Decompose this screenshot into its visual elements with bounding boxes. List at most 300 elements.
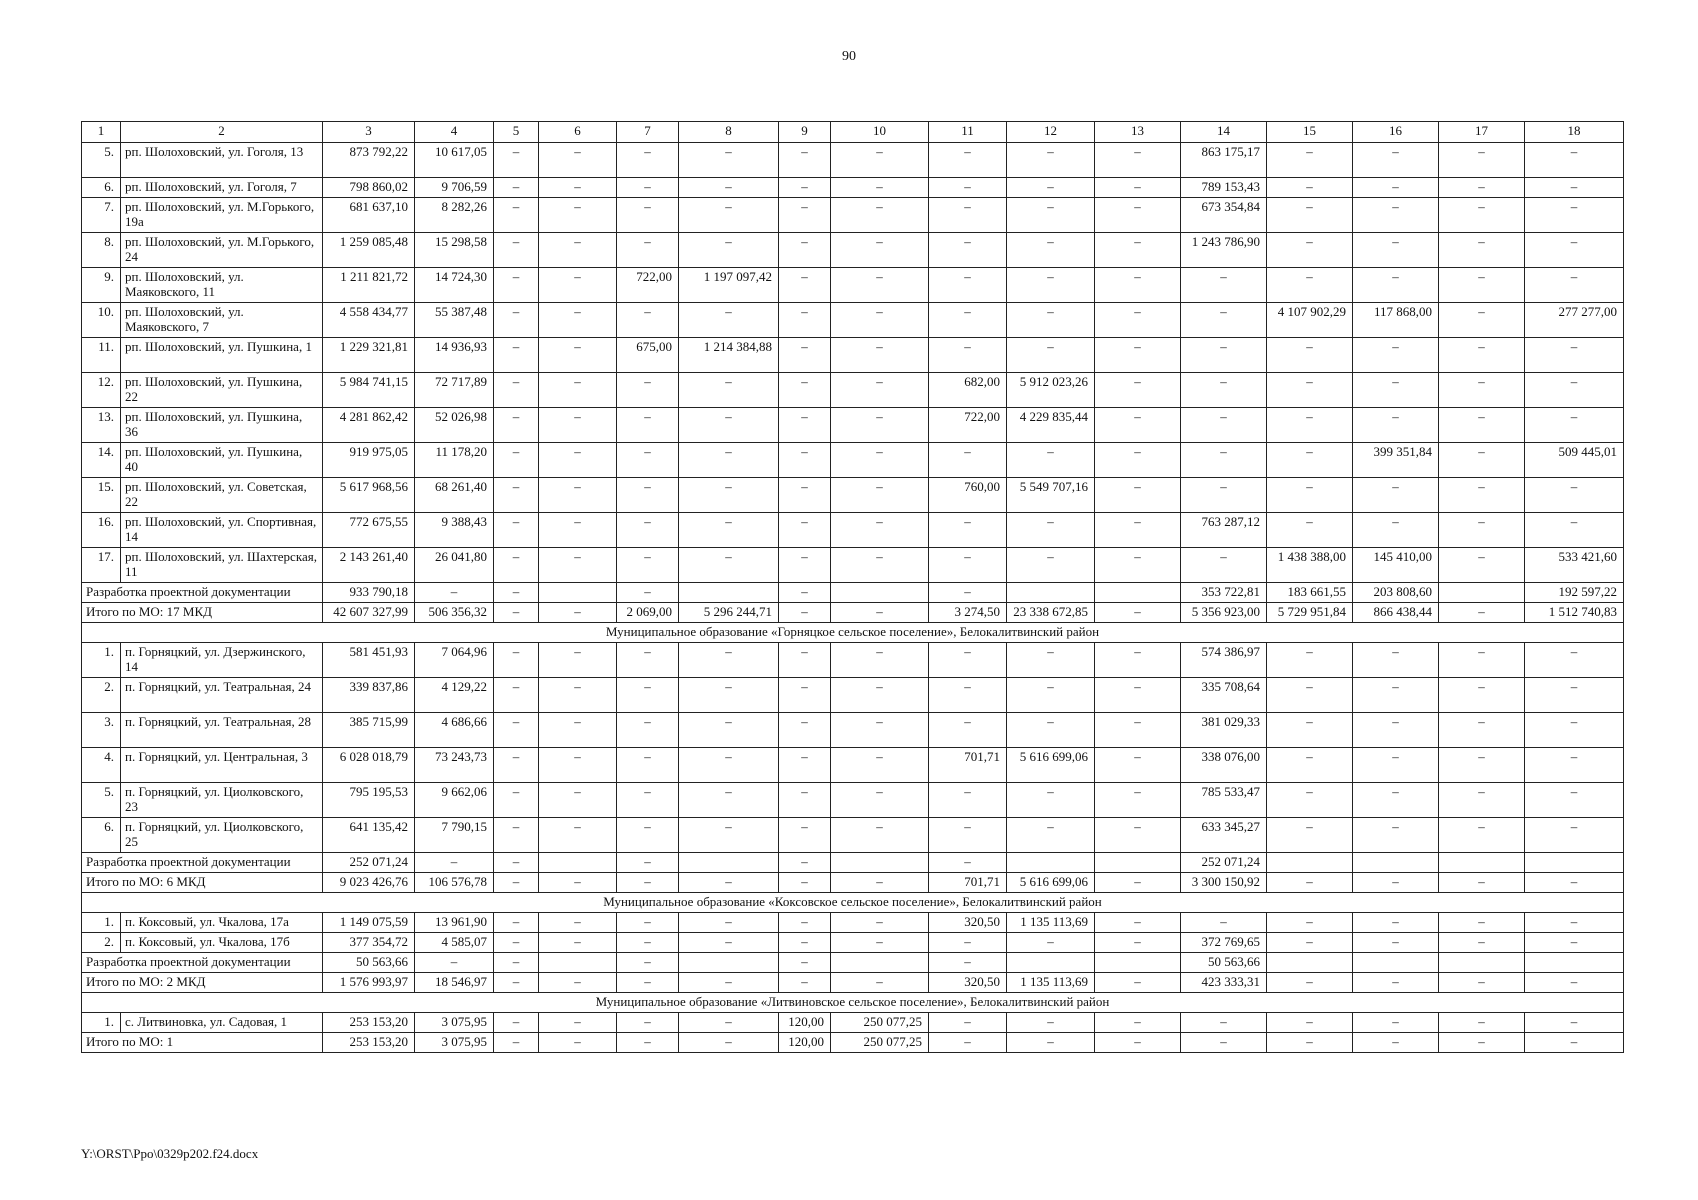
table-cell: 1 211 821,72 <box>323 268 415 303</box>
table-cell: 866 438,44 <box>1353 603 1439 623</box>
table-cell <box>539 583 617 603</box>
table-cell: – <box>831 408 929 443</box>
table-cell: 9 706,59 <box>415 178 494 198</box>
table-cell: – <box>1095 783 1181 818</box>
table-cell: – <box>779 408 831 443</box>
section-header-row <box>82 893 1624 913</box>
table-cell: – <box>1095 818 1181 853</box>
table-cell: – <box>679 713 779 748</box>
table-cell: – <box>779 678 831 713</box>
table-cell: 763 287,12 <box>1181 513 1267 548</box>
summary-row <box>82 583 1624 603</box>
table-cell: 1 229 321,81 <box>323 338 415 373</box>
table-cell: – <box>1007 268 1095 303</box>
table-cell <box>1095 583 1181 603</box>
table-cell: – <box>831 713 929 748</box>
summary-row <box>82 973 1624 993</box>
table-cell: – <box>1439 748 1525 783</box>
summary-row <box>82 603 1624 623</box>
table-cell: – <box>617 513 679 548</box>
table-cell: 701,71 <box>929 873 1007 893</box>
table-cell: – <box>1095 198 1181 233</box>
table-cell: – <box>539 303 617 338</box>
table-cell: – <box>1095 268 1181 303</box>
table-cell: – <box>1439 443 1525 478</box>
column-number: 15 <box>1267 122 1353 143</box>
table-cell: – <box>539 178 617 198</box>
table-cell: – <box>494 303 539 338</box>
table-cell: – <box>831 913 929 933</box>
table-cell: 353 722,81 <box>1181 583 1267 603</box>
table-cell: 5 912 023,26 <box>1007 373 1095 408</box>
table-cell: – <box>779 268 831 303</box>
table-cell: – <box>539 1013 617 1033</box>
table-cell: – <box>679 303 779 338</box>
table-cell: – <box>1267 973 1353 993</box>
table-cell: 9 023 426,76 <box>323 873 415 893</box>
table-cell: – <box>831 178 929 198</box>
table-row <box>82 913 1624 933</box>
table-cell: 5 356 923,00 <box>1181 603 1267 623</box>
table-cell: – <box>1181 548 1267 583</box>
table-cell: – <box>679 678 779 713</box>
table-cell: – <box>617 583 679 603</box>
table-cell: – <box>831 643 929 678</box>
table-cell: – <box>1525 1033 1624 1053</box>
table-cell: 673 354,84 <box>1181 198 1267 233</box>
table-cell: – <box>929 933 1007 953</box>
table-row <box>82 678 1624 713</box>
table-cell: – <box>1007 1013 1095 1033</box>
table-cell: – <box>1439 198 1525 233</box>
table-cell: – <box>415 853 494 873</box>
table-row <box>82 1013 1624 1033</box>
table-cell: – <box>831 973 929 993</box>
row-number: 15. <box>82 478 121 513</box>
address-cell: рп. Шолоховский, ул. Гоголя, 13 <box>121 143 323 178</box>
table-cell: 3 075,95 <box>415 1033 494 1053</box>
table-cell: 4 585,07 <box>415 933 494 953</box>
row-number: 10. <box>82 303 121 338</box>
table-cell: – <box>1095 478 1181 513</box>
page-number: 90 <box>842 49 856 64</box>
row-number: 2. <box>82 678 121 713</box>
summary-row <box>82 953 1624 973</box>
table-cell: – <box>1353 1033 1439 1053</box>
table-row <box>82 818 1624 853</box>
row-number: 9. <box>82 268 121 303</box>
table-cell: – <box>494 198 539 233</box>
table-cell: – <box>539 513 617 548</box>
table-cell: 3 274,50 <box>929 603 1007 623</box>
table-cell: – <box>929 178 1007 198</box>
table-cell: 250 077,25 <box>831 1013 929 1033</box>
table-cell: 320,50 <box>929 973 1007 993</box>
table-cell: – <box>1525 1013 1624 1033</box>
table-cell: – <box>831 233 929 268</box>
table-cell: – <box>617 783 679 818</box>
table-cell: – <box>679 513 779 548</box>
table-cell: – <box>1439 268 1525 303</box>
table-cell: – <box>679 233 779 268</box>
table-cell <box>1007 853 1095 873</box>
table-cell: 72 717,89 <box>415 373 494 408</box>
address-cell: рп. Шолоховский, ул. Шахтерская, 11 <box>121 548 323 583</box>
row-number: 4. <box>82 748 121 783</box>
table-cell: – <box>1525 783 1624 818</box>
table-cell: – <box>494 268 539 303</box>
table-cell: – <box>539 373 617 408</box>
table-cell: – <box>1267 783 1353 818</box>
summary-label: Итого по МО: 17 МКД <box>82 603 323 623</box>
table-cell: – <box>1525 478 1624 513</box>
table-cell: – <box>1267 178 1353 198</box>
table-cell: – <box>1525 198 1624 233</box>
row-number: 6. <box>82 178 121 198</box>
table-cell: – <box>1353 233 1439 268</box>
table-cell: 5 549 707,16 <box>1007 478 1095 513</box>
address-cell: рп. Шолоховский, ул. Пушкина, 40 <box>121 443 323 478</box>
table-cell: – <box>1439 548 1525 583</box>
table-cell: – <box>1353 198 1439 233</box>
table-cell: – <box>617 913 679 933</box>
table-cell: – <box>494 973 539 993</box>
table-cell: – <box>679 1013 779 1033</box>
table-cell <box>1267 953 1353 973</box>
table-cell <box>679 853 779 873</box>
table-cell: – <box>1525 513 1624 548</box>
table-cell <box>679 583 779 603</box>
table-cell: 42 607 327,99 <box>323 603 415 623</box>
table-row <box>82 268 1624 303</box>
table-cell: – <box>617 973 679 993</box>
table-cell: 385 715,99 <box>323 713 415 748</box>
table-cell: 2 143 261,40 <box>323 548 415 583</box>
table-cell: – <box>1181 443 1267 478</box>
table-cell: – <box>679 548 779 583</box>
table-cell: – <box>929 338 1007 373</box>
table-cell: – <box>494 913 539 933</box>
table-cell: 13 961,90 <box>415 913 494 933</box>
table-cell: – <box>617 1033 679 1053</box>
table-cell: 2 069,00 <box>617 603 679 623</box>
table-cell: 50 563,66 <box>323 953 415 973</box>
table-cell <box>1095 853 1181 873</box>
table-cell: – <box>1007 548 1095 583</box>
table-cell: – <box>494 443 539 478</box>
table-cell: – <box>1267 338 1353 373</box>
table-cell: – <box>1095 873 1181 893</box>
section-title: Муниципальное образование «Горняцкое сельское поселение», Белокалитвинский район <box>82 623 1624 643</box>
table-cell <box>1353 953 1439 973</box>
table-cell: – <box>1181 373 1267 408</box>
table-cell: 10 617,05 <box>415 143 494 178</box>
table-cell: – <box>1181 268 1267 303</box>
table-cell: – <box>1525 678 1624 713</box>
table-cell: – <box>494 1033 539 1053</box>
table-cell: – <box>1007 643 1095 678</box>
table-row <box>82 748 1624 783</box>
table-cell: 4 129,22 <box>415 678 494 713</box>
table-cell: – <box>539 233 617 268</box>
table-cell: – <box>1525 268 1624 303</box>
column-number: 1 <box>82 122 121 143</box>
table-cell: – <box>779 443 831 478</box>
table-cell: – <box>1181 478 1267 513</box>
address-cell: п. Горняцкий, ул. Циолковского, 23 <box>121 783 323 818</box>
table-cell: 73 243,73 <box>415 748 494 783</box>
table-cell: 3 075,95 <box>415 1013 494 1033</box>
table-cell: – <box>1095 303 1181 338</box>
table-cell: – <box>779 973 831 993</box>
table-cell: – <box>415 953 494 973</box>
table-cell: – <box>539 548 617 583</box>
table-cell: – <box>1439 973 1525 993</box>
table-cell: – <box>1525 913 1624 933</box>
table-cell: 55 387,48 <box>415 303 494 338</box>
table-cell: 795 195,53 <box>323 783 415 818</box>
table-cell: – <box>1007 143 1095 178</box>
table-cell: – <box>1007 178 1095 198</box>
table-cell: 18 546,97 <box>415 973 494 993</box>
column-number: 5 <box>494 122 539 143</box>
table-cell: – <box>1267 373 1353 408</box>
table-cell: – <box>1267 408 1353 443</box>
table-cell: – <box>779 853 831 873</box>
table-cell: – <box>929 818 1007 853</box>
table-cell: – <box>539 603 617 623</box>
table-cell: – <box>929 143 1007 178</box>
table-cell: – <box>831 748 929 783</box>
table-cell: – <box>1353 478 1439 513</box>
row-number: 5. <box>82 783 121 818</box>
table-cell: – <box>494 818 539 853</box>
table-cell: 192 597,22 <box>1525 583 1624 603</box>
table-cell: 633 345,27 <box>1181 818 1267 853</box>
table-cell <box>679 953 779 973</box>
table-cell: – <box>831 933 929 953</box>
section-title: Муниципальное образование «Литвиновское сельское поселение», Белокалитвинский район <box>82 993 1624 1013</box>
row-number: 5. <box>82 143 121 178</box>
table-cell: – <box>539 443 617 478</box>
table-cell: – <box>1525 143 1624 178</box>
table-cell: 14 724,30 <box>415 268 494 303</box>
table-cell: – <box>1007 933 1095 953</box>
table-cell: 919 975,05 <box>323 443 415 478</box>
table-cell: – <box>1439 1033 1525 1053</box>
table-cell: – <box>929 953 1007 973</box>
table-cell: – <box>617 873 679 893</box>
table-cell: – <box>679 973 779 993</box>
table-cell: – <box>929 443 1007 478</box>
table-cell: – <box>779 748 831 783</box>
table-cell: – <box>494 478 539 513</box>
table-cell: – <box>494 953 539 973</box>
table-cell: – <box>679 198 779 233</box>
table-cell: 339 837,86 <box>323 678 415 713</box>
table-cell: 4 107 902,29 <box>1267 303 1353 338</box>
table-row <box>82 143 1624 178</box>
table-cell: – <box>1095 143 1181 178</box>
row-number: 12. <box>82 373 121 408</box>
table-cell: – <box>1267 513 1353 548</box>
table-cell: 277 277,00 <box>1525 303 1624 338</box>
summary-label: Разработка проектной документации <box>82 953 323 973</box>
table-cell: – <box>539 933 617 953</box>
table-cell: 120,00 <box>779 1033 831 1053</box>
table-cell: 120,00 <box>779 1013 831 1033</box>
table-cell: – <box>539 198 617 233</box>
table-row <box>82 513 1624 548</box>
table-cell: – <box>779 198 831 233</box>
table-cell: – <box>929 198 1007 233</box>
table-cell: – <box>617 713 679 748</box>
table-cell: – <box>617 933 679 953</box>
address-cell: п. Коксовый, ул. Чкалова, 17б <box>121 933 323 953</box>
table-cell: – <box>679 913 779 933</box>
table-cell: 9 662,06 <box>415 783 494 818</box>
summary-label: Разработка проектной документации <box>82 583 323 603</box>
table-cell: – <box>679 783 779 818</box>
column-number: 17 <box>1439 122 1525 143</box>
table-cell: – <box>929 713 1007 748</box>
column-number: 16 <box>1353 122 1439 143</box>
table-cell: 3 300 150,92 <box>1181 873 1267 893</box>
table-cell: – <box>1525 178 1624 198</box>
table-cell: – <box>494 603 539 623</box>
table-cell: 338 076,00 <box>1181 748 1267 783</box>
table-cell: 145 410,00 <box>1353 548 1439 583</box>
table-cell: – <box>539 143 617 178</box>
column-number: 12 <box>1007 122 1095 143</box>
table-cell: – <box>929 1013 1007 1033</box>
table-cell: 381 029,33 <box>1181 713 1267 748</box>
table-cell: – <box>494 338 539 373</box>
table-cell: 789 153,43 <box>1181 178 1267 198</box>
table-cell: – <box>1007 338 1095 373</box>
table-cell <box>831 583 929 603</box>
table-cell: – <box>1439 643 1525 678</box>
table-cell: – <box>929 678 1007 713</box>
table-cell: – <box>1007 443 1095 478</box>
table-cell: 1 197 097,42 <box>679 268 779 303</box>
table-cell: – <box>1439 513 1525 548</box>
table-cell: – <box>929 303 1007 338</box>
table-cell: – <box>831 818 929 853</box>
column-number: 13 <box>1095 122 1181 143</box>
table-cell: – <box>679 408 779 443</box>
table-cell: – <box>1525 873 1624 893</box>
row-number: 16. <box>82 513 121 548</box>
table-cell: 117 868,00 <box>1353 303 1439 338</box>
table-cell: – <box>539 818 617 853</box>
table-cell: – <box>1181 913 1267 933</box>
table-cell: 1 576 993,97 <box>323 973 415 993</box>
table-cell: – <box>1095 338 1181 373</box>
address-cell: рп. Шолоховский, ул. Пушкина, 1 <box>121 338 323 373</box>
table-cell: – <box>779 873 831 893</box>
table-cell: 335 708,64 <box>1181 678 1267 713</box>
table-cell: – <box>1525 818 1624 853</box>
table-cell: – <box>539 748 617 783</box>
table-cell <box>1353 853 1439 873</box>
table-cell: – <box>1353 408 1439 443</box>
table-cell: – <box>1181 338 1267 373</box>
table-cell: – <box>494 678 539 713</box>
table-cell: – <box>1007 818 1095 853</box>
table-cell: – <box>1439 818 1525 853</box>
table-cell <box>831 953 929 973</box>
table-cell: – <box>779 818 831 853</box>
table-cell: 26 041,80 <box>415 548 494 583</box>
table-cell <box>1525 953 1624 973</box>
table-cell: – <box>1267 713 1353 748</box>
table-cell: – <box>617 1013 679 1033</box>
table-row <box>82 338 1624 373</box>
table-cell: – <box>539 713 617 748</box>
table-row <box>82 178 1624 198</box>
table-cell: – <box>1353 818 1439 853</box>
table-cell: – <box>929 268 1007 303</box>
table-cell: – <box>415 583 494 603</box>
table-cell: – <box>1267 443 1353 478</box>
table-cell: – <box>1095 233 1181 268</box>
table-cell: – <box>617 748 679 783</box>
summary-label: Разработка проектной документации <box>82 853 323 873</box>
table-cell: 4 229 835,44 <box>1007 408 1095 443</box>
address-cell: с. Литвиновка, ул. Садовая, 1 <box>121 1013 323 1033</box>
table-row <box>82 233 1624 268</box>
table-cell: 4 281 862,42 <box>323 408 415 443</box>
table-cell: – <box>779 373 831 408</box>
table-cell: – <box>1353 513 1439 548</box>
table-cell: – <box>679 478 779 513</box>
table-cell: 682,00 <box>929 373 1007 408</box>
table-cell: – <box>779 603 831 623</box>
table-cell: – <box>617 643 679 678</box>
table-cell <box>1007 583 1095 603</box>
table-cell: – <box>1439 783 1525 818</box>
table-cell: – <box>1267 933 1353 953</box>
table-cell: – <box>1353 973 1439 993</box>
section-header-row <box>82 993 1624 1013</box>
table-cell: – <box>1267 748 1353 783</box>
table-cell: 423 333,31 <box>1181 973 1267 993</box>
table-cell: – <box>1267 873 1353 893</box>
table-cell: – <box>929 643 1007 678</box>
address-cell: п. Горняцкий, ул. Театральная, 28 <box>121 713 323 748</box>
table-cell: 1 259 085,48 <box>323 233 415 268</box>
column-number: 11 <box>929 122 1007 143</box>
address-cell: рп. Шолоховский, ул. М.Горького, 19а <box>121 198 323 233</box>
table-cell: – <box>679 1033 779 1053</box>
table-cell: – <box>779 933 831 953</box>
table-cell: – <box>929 783 1007 818</box>
address-cell: п. Коксовый, ул. Чкалова, 17а <box>121 913 323 933</box>
table-cell: – <box>1439 303 1525 338</box>
section-header-row <box>82 623 1624 643</box>
table-cell: – <box>779 713 831 748</box>
table-cell: – <box>1353 783 1439 818</box>
table-cell: – <box>1353 748 1439 783</box>
table-cell: – <box>1525 338 1624 373</box>
table-cell: – <box>1181 408 1267 443</box>
table-cell: – <box>929 583 1007 603</box>
table-cell: 6 028 018,79 <box>323 748 415 783</box>
table-row <box>82 478 1624 513</box>
table-cell: – <box>779 303 831 338</box>
table-cell: 7 790,15 <box>415 818 494 853</box>
